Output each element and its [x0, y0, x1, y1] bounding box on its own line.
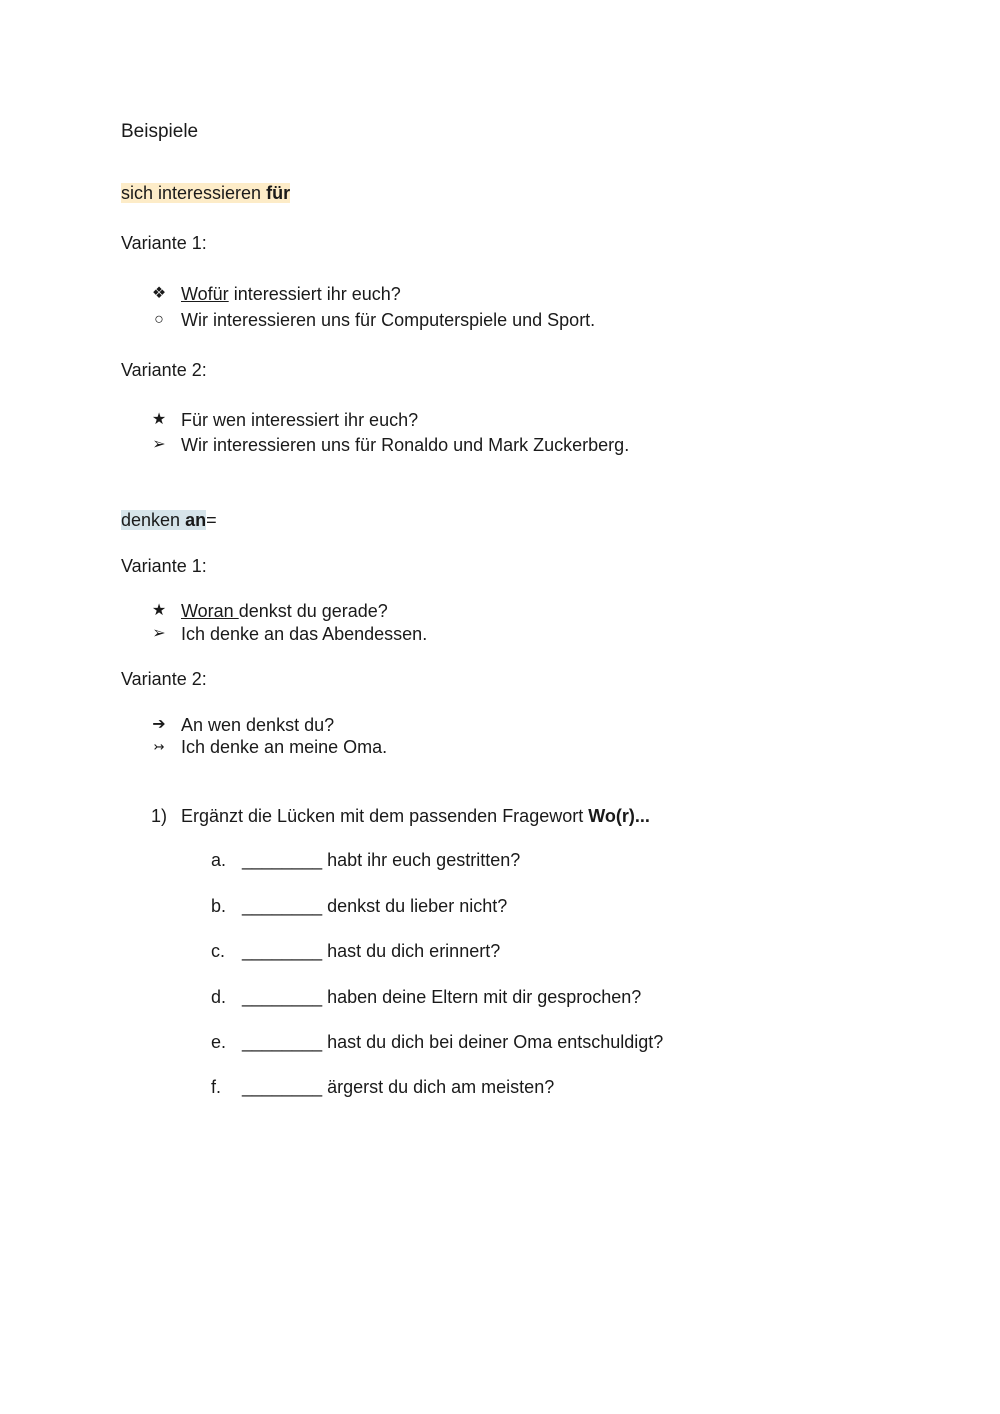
- variant-label: Variante 1:: [121, 233, 207, 253]
- exercise-item-text: haben deine Eltern mit dir gesprochen?: [327, 987, 642, 1007]
- star-bullet-icon: ★: [151, 411, 167, 428]
- instruction-keyword: Wo(r)...: [588, 806, 650, 826]
- exercise-item-letter: d.: [211, 987, 227, 1007]
- exercise-item-letter: b.: [211, 896, 227, 916]
- exercise-item-text: hast du dich erinnert?: [327, 941, 501, 961]
- exercise-item: [242, 1031, 663, 1053]
- page-title: Beispiele: [121, 121, 199, 142]
- exercise-item-text: ärgerst du dich am meisten?: [327, 1077, 555, 1097]
- question-word: Wofür: [181, 284, 229, 304]
- answer-blank[interactable]: ________: [242, 1077, 323, 1097]
- heading-suffix: =: [206, 510, 217, 530]
- arrowhead-bullet-icon: ➢: [152, 436, 166, 453]
- tail-arrow-bullet-icon: ↣: [153, 739, 165, 754]
- example-question: [181, 283, 401, 305]
- exercise-item: [242, 940, 500, 962]
- question-rest: interessiert ihr euch?: [228, 284, 401, 304]
- answer-blank[interactable]: ________: [242, 850, 323, 870]
- question-rest: denkst du gerade?: [238, 601, 388, 621]
- exercise-item-letter: e.: [211, 1032, 227, 1052]
- exercise-instruction: [181, 805, 650, 827]
- example-answer: Wir interessieren uns für Ronaldo und Mark Zuckerberg.: [181, 435, 630, 455]
- exercise-item-text: habt ihr euch gestritten?: [327, 850, 521, 870]
- section-heading-interessieren: [121, 182, 290, 204]
- example-question: [181, 600, 388, 622]
- exercise-item-letter: c.: [211, 941, 226, 961]
- exercise-item: [242, 1076, 554, 1098]
- exercise-item-letter: f.: [211, 1077, 222, 1097]
- variant-label: Variante 1:: [121, 556, 207, 576]
- example-question: An wen denkst du?: [181, 715, 335, 735]
- variant-label: Variante 2:: [121, 360, 207, 380]
- exercise-item: [242, 895, 507, 917]
- exercise-item-text: hast du dich bei deiner Oma entschuldigt?: [327, 1032, 664, 1052]
- answer-blank[interactable]: ________: [242, 941, 323, 961]
- exercise-item-letter: a.: [211, 850, 227, 870]
- exercise-item: [242, 986, 641, 1008]
- star-bullet-icon: ★: [151, 602, 167, 619]
- heading-preposition: an: [185, 510, 207, 530]
- arrow-right-bullet-icon: ➔: [152, 716, 166, 733]
- heading-prefix: denken: [121, 510, 186, 530]
- heading-prefix: sich interessieren: [121, 183, 267, 203]
- answer-blank[interactable]: ________: [242, 987, 323, 1007]
- instruction-text: Ergänzt die Lücken mit dem passenden Fragewort: [181, 806, 589, 826]
- exercise-number: 1): [151, 806, 168, 826]
- answer-blank[interactable]: ________: [242, 1032, 323, 1052]
- exercise-item-text: denkst du lieber nicht?: [327, 896, 508, 916]
- example-question: Für wen interessiert ihr euch?: [181, 410, 419, 430]
- answer-blank[interactable]: ________: [242, 896, 323, 916]
- example-answer: Wir interessieren uns für Computerspiele und Sport.: [181, 310, 596, 330]
- exercise-item: [242, 849, 520, 871]
- arrowhead-bullet-icon: ➢: [152, 625, 166, 642]
- example-answer: Ich denke an das Abendessen.: [181, 624, 428, 644]
- variant-label: Variante 2:: [121, 669, 207, 689]
- circle-bullet-icon: ○: [154, 311, 164, 328]
- section-heading-denken: [121, 509, 217, 531]
- diamond-bullet-icon: ❖: [151, 285, 167, 302]
- heading-preposition: für: [266, 183, 291, 203]
- example-answer: Ich denke an meine Oma.: [181, 737, 388, 757]
- question-word: Woran: [181, 601, 239, 621]
